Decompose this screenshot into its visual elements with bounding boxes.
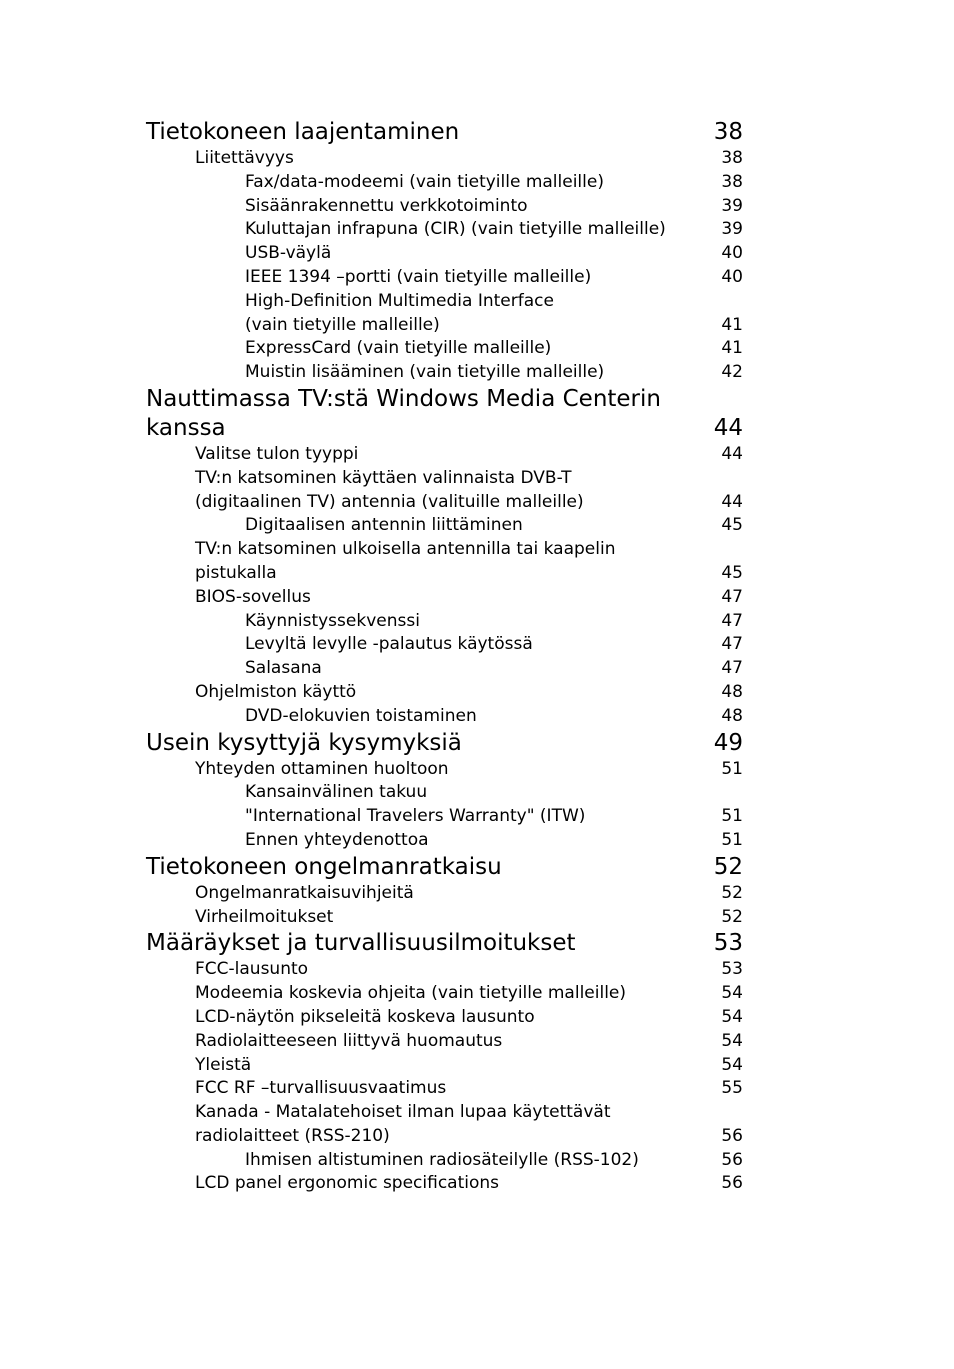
toc-entry[interactable] — [146, 514, 743, 538]
toc-entry[interactable] — [146, 467, 743, 515]
toc-entry[interactable] — [146, 610, 743, 634]
toc-entry-title — [146, 929, 714, 958]
toc-page-number: 41 — [721, 314, 743, 335]
toc-entry[interactable] — [146, 705, 743, 729]
toc-entry[interactable] — [146, 586, 743, 610]
toc-entry[interactable] — [146, 171, 743, 195]
toc-entry-title — [146, 118, 714, 147]
toc-entry-title — [245, 171, 721, 195]
toc-entry-title-line: Virheilmoitukset — [195, 906, 334, 927]
toc-entry-title-line: Määräykset ja turvallisuusilmoitukset — [146, 930, 576, 957]
toc-entry-title — [195, 982, 721, 1006]
toc-entry[interactable] — [146, 958, 743, 982]
toc-entry-title-line: Radiolaitteeseen liittyvä huomautus — [195, 1030, 503, 1051]
toc-entry[interactable] — [146, 361, 743, 385]
toc-page-number: 51 — [721, 758, 743, 779]
toc-entry[interactable] — [146, 1172, 743, 1196]
toc-entry-title — [245, 242, 721, 266]
toc-page-number: 47 — [721, 634, 743, 655]
toc-entry-title-line: LCD-näytön pikseleitä koskeva lausunto — [195, 1006, 535, 1027]
toc-entry-title-line: LCD panel ergonomic specifications — [195, 1173, 500, 1194]
toc-page-number: 56 — [721, 1173, 743, 1194]
toc-entry-title — [195, 443, 721, 467]
toc-entry-title-line: TV:n katsominen ulkoisella antennilla tai kaapelin — [195, 539, 616, 560]
toc-page-number: 54 — [721, 1030, 743, 1051]
toc-page-number: 55 — [721, 1078, 743, 1099]
toc-entry-title-line: ExpressCard (vain tietyille malleille) — [245, 338, 552, 359]
toc-entry[interactable] — [146, 266, 743, 290]
toc-entry[interactable] — [146, 242, 743, 266]
toc-entry-title-line: Fax/data-modeemi (vain tietyille malleille) — [245, 171, 604, 192]
toc-page-number: 54 — [721, 983, 743, 1004]
toc-page-number: 49 — [713, 729, 743, 756]
toc-page-number: 48 — [721, 681, 743, 702]
toc-entry-title — [146, 729, 714, 758]
toc-entry-title — [195, 1006, 721, 1030]
toc-entry-title-line: Muistin lisääminen (vain tietyille malleille) — [245, 362, 605, 383]
toc-entry-title-line: radiolaitteet (RSS-210) — [195, 1125, 390, 1146]
toc-entry-title — [245, 266, 721, 290]
toc-entry[interactable] — [146, 829, 743, 853]
toc-entry[interactable] — [146, 443, 743, 467]
toc-page-number: 53 — [713, 930, 743, 957]
toc-entry-title — [245, 195, 721, 219]
toc-page-number: 56 — [721, 1149, 743, 1170]
toc-entry[interactable] — [146, 1030, 743, 1054]
toc-entry[interactable] — [146, 758, 743, 782]
toc-page-number: 39 — [721, 195, 743, 216]
toc-entry-title-line: Usein kysyttyjä kysymyksiä — [146, 729, 462, 756]
toc-page-number: 52 — [721, 906, 743, 927]
toc-page-number: 38 — [713, 119, 743, 145]
toc-entry-title — [195, 758, 721, 782]
toc-entry-title — [146, 853, 714, 882]
toc-entry[interactable] — [146, 882, 743, 906]
toc-entry-title — [245, 829, 721, 853]
toc-page-number: 53 — [721, 959, 743, 980]
toc-page-number: 44 — [713, 414, 743, 441]
toc-entry-title — [245, 290, 721, 338]
toc-entry-title — [245, 218, 721, 242]
toc-page-number: 51 — [721, 806, 743, 827]
toc-entry-title — [195, 681, 721, 705]
toc-page-number: 41 — [721, 338, 743, 359]
toc-chapter[interactable] — [146, 929, 743, 958]
toc-entry-title — [146, 385, 714, 443]
toc-entry-title-line: "International Travelers Warranty" (ITW) — [245, 806, 586, 827]
toc-entry-title-line: Valitse tulon tyyppi — [195, 443, 359, 464]
toc-entry-title-line: pistukalla — [195, 562, 277, 583]
toc-entry[interactable] — [146, 1054, 743, 1078]
toc-entry-title-line: Liitettävyys — [195, 148, 294, 168]
toc-page-number: 51 — [721, 829, 743, 850]
toc-page-number: 48 — [721, 705, 743, 726]
toc-entry-title-line: Tietokoneen laajentaminen — [146, 119, 460, 145]
toc-entry-title-line: BIOS-sovellus — [195, 586, 311, 607]
toc-page-number: 44 — [721, 491, 743, 512]
toc-page-number: 54 — [721, 1054, 743, 1075]
toc-entry-title-line: Kuluttajan infrapuna (CIR) (vain tietyille malleille) — [245, 219, 666, 240]
toc-entry[interactable] — [146, 538, 743, 586]
table-of-contents — [146, 118, 743, 1196]
toc-entry-title — [245, 781, 721, 829]
toc-page-number: 40 — [721, 266, 743, 287]
toc-page-number: 38 — [721, 148, 743, 168]
toc-entry-title-line: IEEE 1394 –portti (vain tietyille malleille) — [245, 266, 592, 287]
toc-entry[interactable] — [146, 982, 743, 1006]
toc-entry-title — [245, 361, 721, 385]
toc-entry-title — [195, 1077, 721, 1101]
toc-entry-title — [195, 958, 721, 982]
toc-entry-title-line: FCC-lausunto — [195, 959, 309, 980]
toc-entry-title-line: Digitaalisen antennin liittäminen — [245, 515, 523, 536]
toc-entry-title-line: (vain tietyille malleille) — [245, 314, 440, 335]
toc-entry[interactable] — [146, 1006, 743, 1030]
toc-entry-title-line: High-Definition Multimedia Interface — [245, 290, 554, 311]
toc-entry-title-line: Kansainvälinen takuu — [245, 782, 428, 803]
toc-entry-title-line: Modeemia koskevia ohjeita (vain tietyille malleille) — [195, 983, 627, 1004]
toc-entry-title — [245, 705, 721, 729]
toc-entry-title — [245, 633, 721, 657]
toc-entry-title — [245, 337, 721, 361]
toc-page-number: 45 — [721, 562, 743, 583]
toc-entry-title — [195, 906, 721, 930]
toc-entry-title — [195, 1054, 721, 1078]
toc-entry-title-line: Nauttimassa TV:stä Windows Media Centerin — [146, 385, 661, 412]
toc-entry[interactable] — [146, 147, 743, 171]
toc-entry-title-line: Ohjelmiston käyttö — [195, 681, 357, 702]
toc-entry-title — [195, 1101, 721, 1149]
toc-page-number: 38 — [721, 171, 743, 192]
toc-entry-title — [195, 1172, 721, 1196]
toc-entry-title-line: Käynnistyssekvenssi — [245, 610, 420, 631]
toc-page-number: 40 — [721, 243, 743, 264]
toc-entry-title-line: Kanada - Matalatehoiset ilman lupaa käytettävät — [195, 1102, 611, 1123]
toc-page-number: 52 — [713, 853, 743, 880]
toc-page-number: 56 — [721, 1125, 743, 1146]
toc-entry-title-line: FCC RF –turvallisuusvaatimus — [195, 1078, 447, 1099]
toc-page-number: 47 — [721, 586, 743, 607]
toc-entry-title-line: Ennen yhteydenottoa — [245, 829, 429, 850]
toc-page-number: 39 — [721, 219, 743, 240]
toc-entry[interactable] — [146, 906, 743, 930]
toc-entry-title-line: USB-väylä — [245, 243, 332, 264]
toc-entry-title-line: Tietokoneen ongelmanratkaisu — [146, 853, 502, 880]
toc-entry-title — [195, 586, 721, 610]
toc-entry-title — [245, 514, 721, 538]
toc-entry-title — [195, 147, 721, 171]
toc-entry-title — [195, 882, 721, 906]
toc-entry-title-line: kanssa — [146, 414, 226, 441]
toc-entry[interactable] — [146, 781, 743, 829]
toc-entry-title — [245, 610, 721, 634]
toc-entry[interactable] — [146, 657, 743, 681]
toc-entry-title-line: Levyltä levylle -palautus käytössä — [245, 634, 533, 655]
toc-chapter[interactable] — [146, 385, 743, 443]
toc-entry-title — [245, 1149, 721, 1173]
toc-entry[interactable] — [146, 337, 743, 361]
toc-entry[interactable] — [146, 633, 743, 657]
toc-entry[interactable] — [146, 1077, 743, 1101]
toc-page-number: 44 — [721, 443, 743, 464]
toc-page-number: 42 — [721, 362, 743, 383]
toc-page-number: 54 — [721, 1006, 743, 1027]
toc-entry-title — [195, 1030, 721, 1054]
toc-entry-title-line: Yleistä — [195, 1054, 252, 1075]
toc-page-number: 52 — [721, 882, 743, 903]
toc-entry[interactable] — [146, 218, 743, 242]
toc-page-number: 47 — [721, 610, 743, 631]
toc-entry-title — [195, 538, 721, 586]
toc-entry[interactable] — [146, 1101, 743, 1149]
toc-entry-title-line: TV:n katsominen käyttäen valinnaista DVB-T — [195, 467, 572, 488]
toc-page-number: 45 — [721, 515, 743, 536]
toc-chapter[interactable] — [146, 853, 743, 882]
toc-entry[interactable] — [146, 195, 743, 219]
toc-entry-title-line: Salasana — [245, 658, 322, 679]
toc-entry-title-line: Ihmisen altistuminen radiosäteilylle (RSS-102) — [245, 1149, 639, 1170]
toc-entry-title-line: Yhteyden ottaminen huoltoon — [195, 758, 449, 779]
toc-entry[interactable] — [146, 681, 743, 705]
toc-entry-title — [245, 657, 721, 681]
toc-chapter[interactable] — [146, 729, 743, 758]
toc-entry-title-line: Ongelmanratkaisuvihjeitä — [195, 882, 414, 903]
toc-entry[interactable] — [146, 290, 743, 338]
toc-entry[interactable] — [146, 1149, 743, 1173]
toc-page-number: 47 — [721, 658, 743, 679]
toc-entry-title — [195, 467, 721, 515]
toc-entry-title-line: (digitaalinen TV) antennia (valituille malleille) — [195, 491, 584, 512]
toc-entry-title-line: Sisäänrakennettu verkkotoiminto — [245, 195, 528, 216]
toc-entry-title-line: DVD-elokuvien toistaminen — [245, 705, 477, 726]
toc-chapter[interactable] — [146, 118, 743, 147]
